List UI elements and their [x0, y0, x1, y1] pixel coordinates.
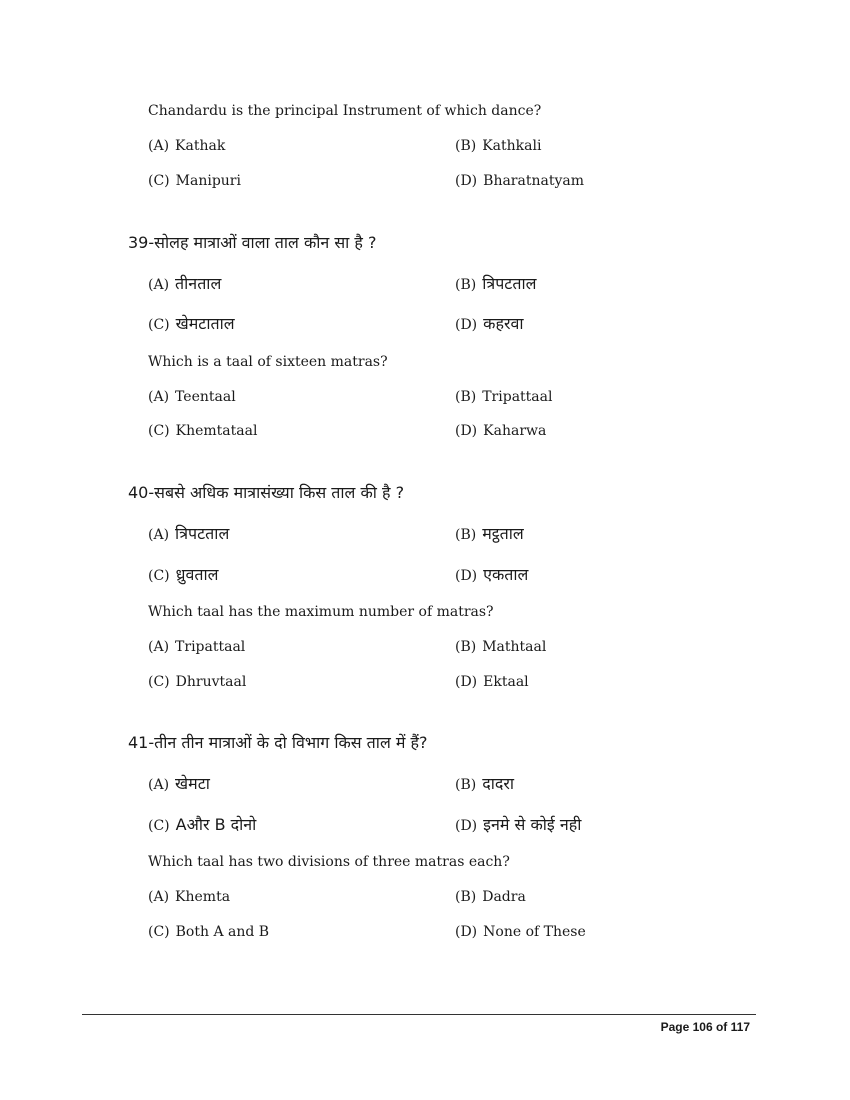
question-40-english: Which taal has the maximum number of matras? — [148, 604, 494, 620]
q39-hindi-option-b — [455, 272, 536, 294]
option-text: कहरवा — [483, 314, 524, 333]
option-label: (A) — [148, 138, 170, 154]
q39-option-a — [148, 389, 236, 405]
q41-hindi-option-a — [148, 772, 210, 794]
question-39-english: Which is a taal of sixteen matras? — [148, 354, 388, 370]
option-label: (A) — [148, 889, 170, 905]
option-text: इनमे से कोई नही — [483, 815, 582, 834]
q38-option-b — [455, 138, 541, 154]
q40-option-d — [455, 674, 529, 690]
question-38-english: Chandardu is the principal Instrument of which dance? — [148, 103, 542, 119]
option-text: Aऔर B दोनो — [175, 815, 257, 834]
option-label: (A) — [148, 777, 170, 793]
option-label: (D) — [455, 568, 478, 584]
option-text: खेमटाताल — [175, 314, 235, 333]
option-text: खेमटा — [175, 774, 210, 793]
option-text: Teentaal — [175, 389, 236, 405]
q41-option-d — [455, 924, 586, 940]
q38-option-d — [455, 173, 584, 189]
page-number: Page 106 of 117 — [660, 1020, 750, 1034]
option-text: Kaharwa — [483, 423, 547, 439]
q41-option-a — [148, 889, 230, 905]
option-text: त्रिपटताल — [175, 524, 230, 543]
question-39-hindi: 39-सोलह मात्राओं वाला ताल कौन सा है ? — [128, 233, 377, 252]
q39-hindi-option-a — [148, 272, 221, 294]
q38-option-c — [148, 173, 241, 189]
option-text: एकताल — [483, 565, 529, 584]
option-text: Ektaal — [483, 674, 529, 690]
option-label: (C) — [148, 317, 170, 333]
option-text: Tripattaal — [175, 639, 246, 655]
option-text: Both A and B — [175, 924, 270, 940]
option-label: (C) — [148, 924, 170, 940]
q39-hindi-option-c — [148, 312, 235, 334]
footer-divider — [82, 1014, 756, 1015]
q39-option-c — [148, 423, 257, 439]
option-label: (B) — [455, 777, 477, 793]
option-text: Kathak — [175, 138, 226, 154]
q41-hindi-option-b — [455, 772, 514, 794]
option-text: None of These — [483, 924, 586, 940]
option-text: Khemta — [175, 889, 231, 905]
q41-option-c — [148, 924, 269, 940]
option-text: तीनताल — [175, 274, 222, 293]
option-text: Manipuri — [175, 173, 241, 189]
q39-option-b — [455, 389, 552, 405]
option-label: (B) — [455, 277, 477, 293]
question-40-hindi: 40-सबसे अधिक मात्रासंख्या किस ताल की है ? — [128, 483, 405, 502]
option-label: (A) — [148, 527, 170, 543]
option-label: (A) — [148, 389, 170, 405]
option-label: (A) — [148, 639, 170, 655]
option-label: (C) — [148, 674, 170, 690]
option-label: (D) — [455, 924, 478, 940]
option-label: (B) — [455, 138, 477, 154]
question-41-english: Which taal has two divisions of three matras each? — [148, 854, 510, 870]
q41-hindi-option-d — [455, 813, 581, 835]
option-label: (B) — [455, 889, 477, 905]
q39-option-d — [455, 423, 546, 439]
q40-option-b — [455, 639, 546, 655]
option-label: (C) — [148, 173, 170, 189]
option-label: (D) — [455, 317, 478, 333]
q38-option-a — [148, 138, 225, 154]
q40-hindi-option-d — [455, 563, 528, 585]
q40-hindi-option-a — [148, 522, 229, 544]
option-label: (C) — [148, 818, 170, 834]
option-label: (B) — [455, 389, 477, 405]
option-label: (C) — [148, 423, 170, 439]
option-text: Tripattaal — [482, 389, 553, 405]
option-text: Dadra — [482, 889, 526, 905]
option-label: (B) — [455, 639, 477, 655]
option-text: Mathtaal — [482, 639, 547, 655]
q40-option-a — [148, 639, 245, 655]
q41-option-b — [455, 889, 526, 905]
q40-option-c — [148, 674, 246, 690]
q40-hindi-option-c — [148, 563, 219, 585]
option-label: (C) — [148, 568, 170, 584]
q41-hindi-option-c — [148, 813, 256, 835]
option-label: (D) — [455, 423, 478, 439]
option-label: (D) — [455, 818, 478, 834]
option-label: (B) — [455, 527, 477, 543]
q39-hindi-option-d — [455, 312, 524, 334]
option-text: मट्ठताल — [482, 524, 524, 543]
option-label: (D) — [455, 674, 478, 690]
q40-hindi-option-b — [455, 522, 524, 544]
option-text: Dhruvtaal — [175, 674, 247, 690]
option-text: Kathkali — [482, 138, 542, 154]
option-label: (A) — [148, 277, 170, 293]
option-text: त्रिपटताल — [482, 274, 537, 293]
option-label: (D) — [455, 173, 478, 189]
option-text: ध्रुवताल — [175, 565, 219, 584]
option-text: दादरा — [482, 774, 515, 793]
question-41-hindi: 41-तीन तीन मात्राओं के दो विभाग किस ताल में हैं? — [128, 733, 428, 752]
option-text: Bharatnatyam — [483, 173, 584, 189]
option-text: Khemtataal — [175, 423, 258, 439]
